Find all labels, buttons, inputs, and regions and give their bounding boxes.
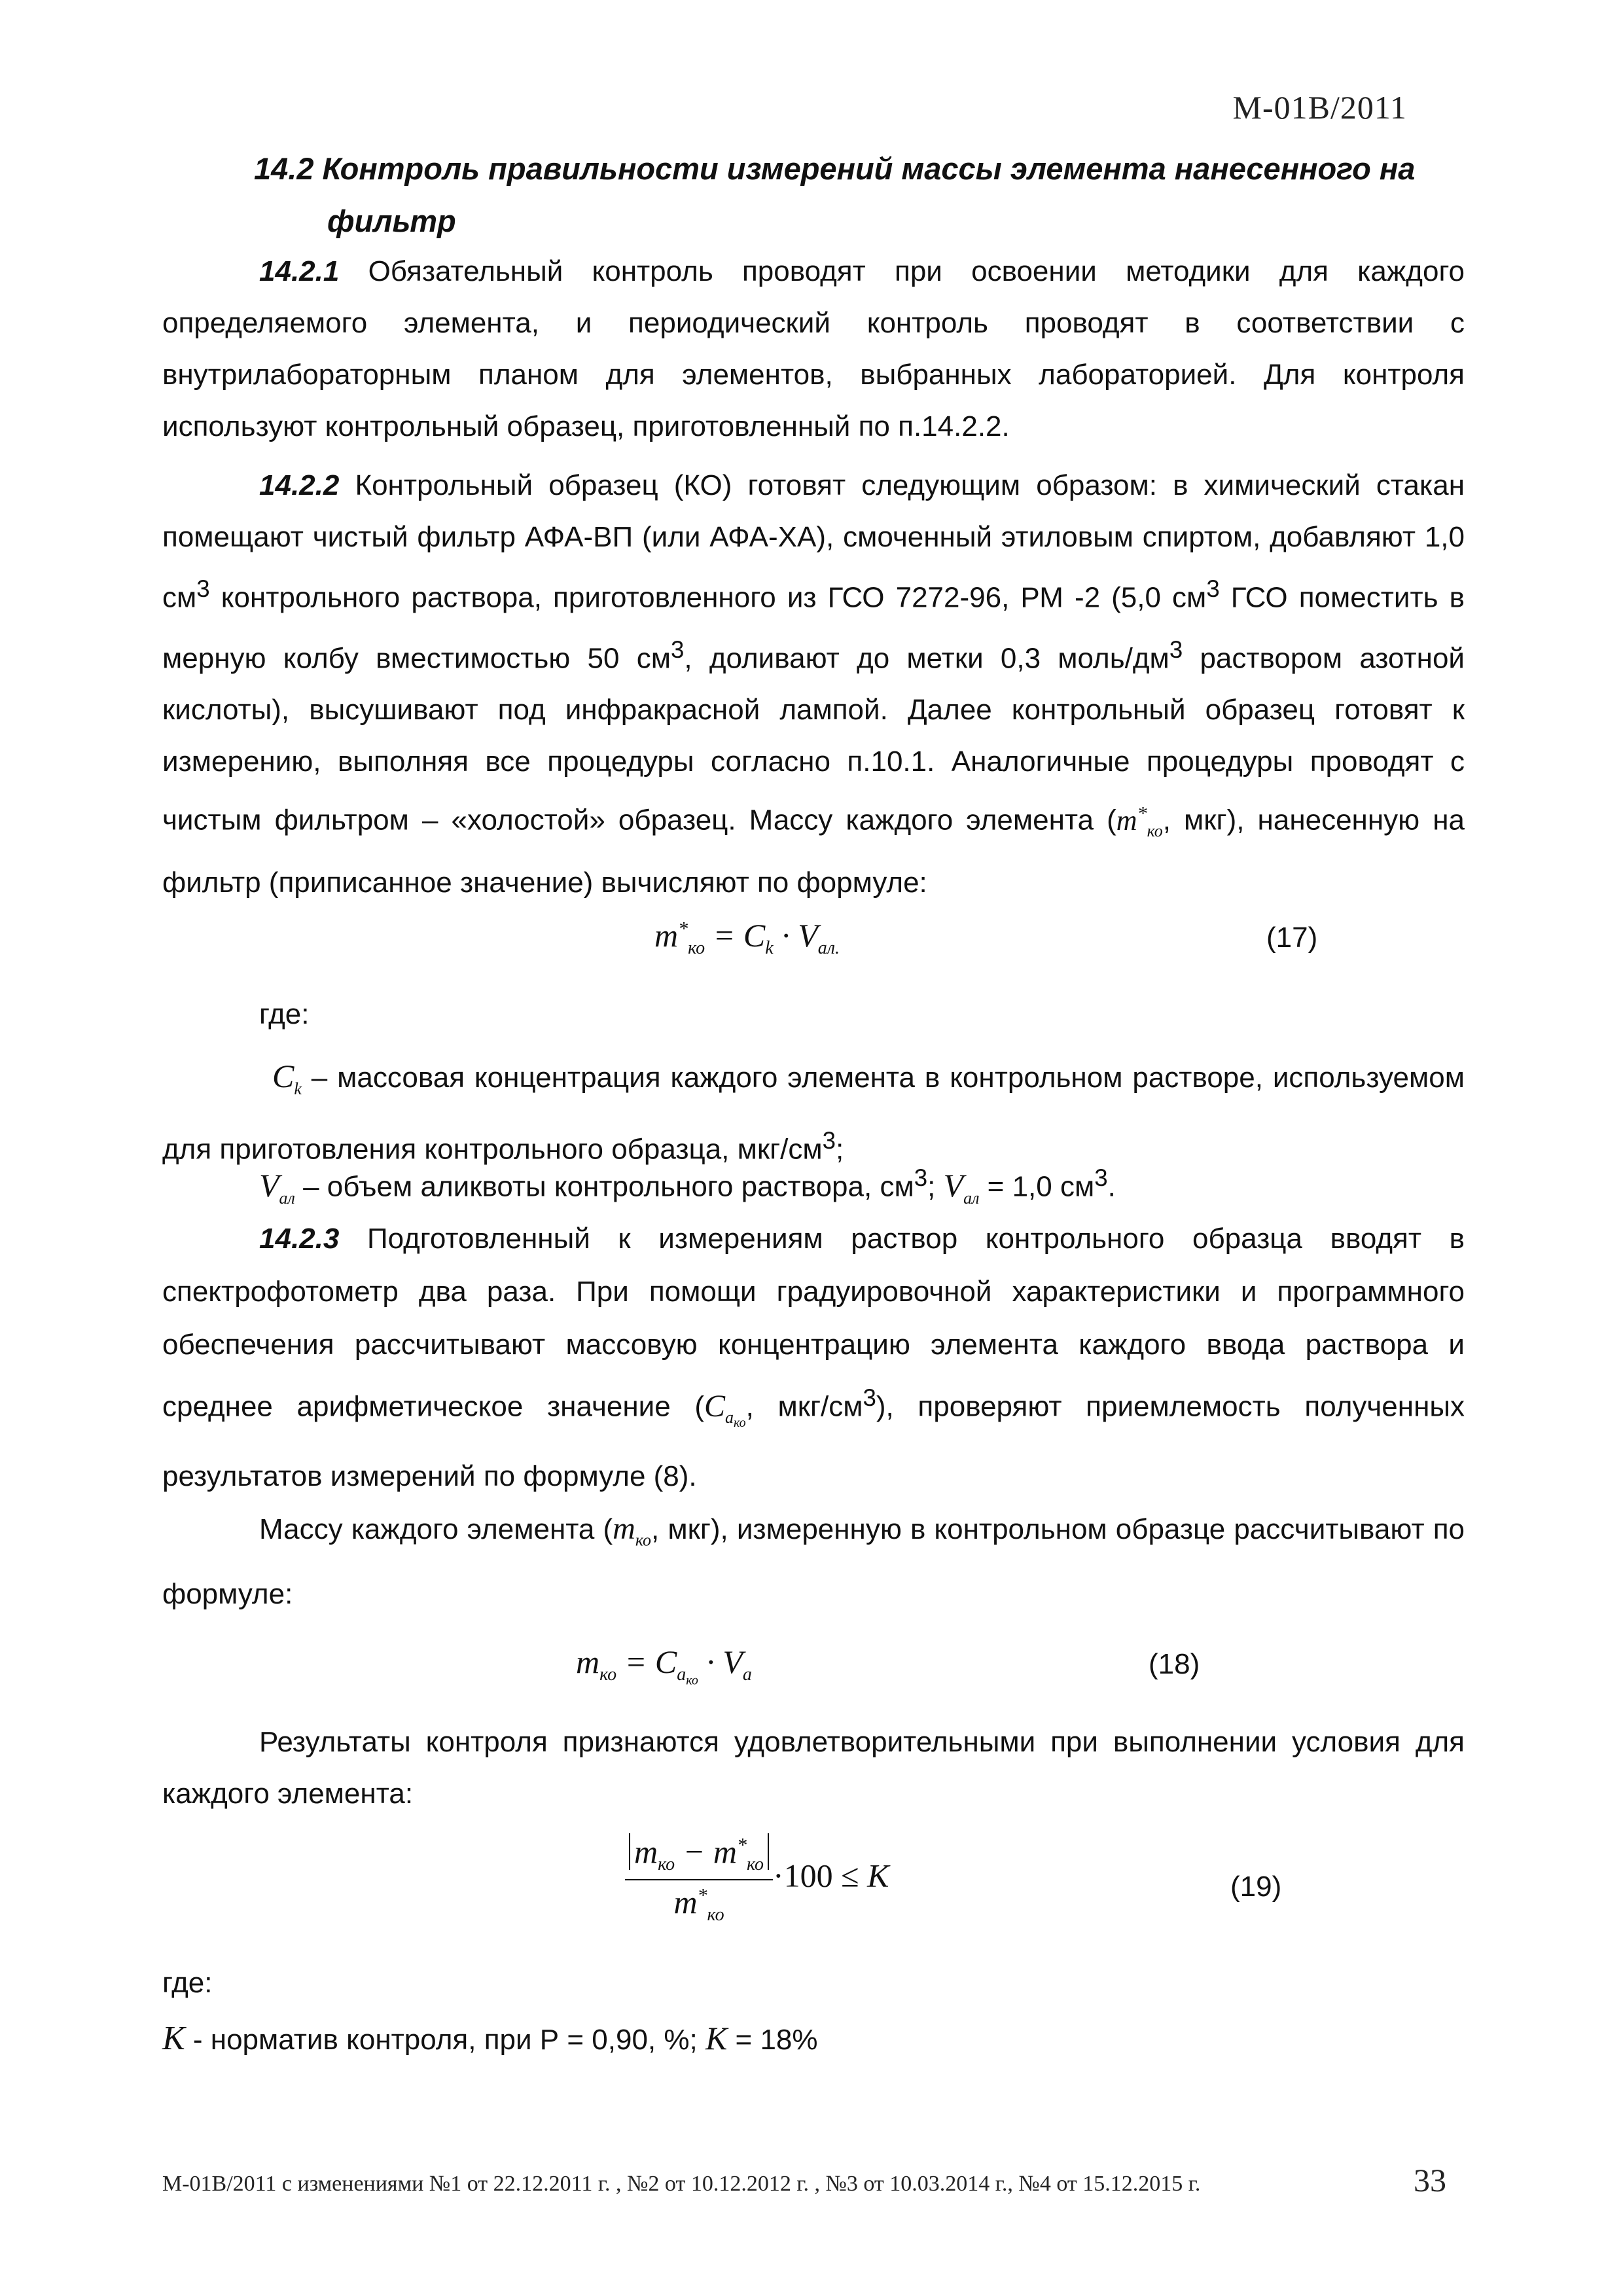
fraction: $\frac{m_{ко} - m^*_{ко}}{m^*_{ко}}$ — [625, 1833, 773, 1926]
equation-number-17: (17) — [1266, 922, 1318, 954]
paragraph-text: Обязательный контроль проводят при освоении методики для каждого определяемого элемента, и периодический контроль проводят в соответствии с внутрилабораторным планом для элементов, выбранных лабораторией. Для контроля используют контрольный образец, приготовленный по п.14.2.2. — [162, 255, 1465, 442]
page-number: 33 — [1414, 2162, 1446, 2198]
section-title-line1: 14.2 Контроль правильности измерений массы элемента нанесенного на — [254, 151, 1416, 186]
definition-ck: $C_k$ – массовая концентрация каждого элемента в контрольном растворе, используемом для приготовления контрольного образца, мкг/$см^3$; — [162, 1058, 1465, 1166]
formula-19: $\frac{m_{ко} - m^*_{ко}}{m^*_{ко}}$ ·100 ≤ K — [625, 1833, 889, 1926]
clause-number: 14.2.1 — [259, 255, 340, 287]
document-code: М-01В/2011 — [1232, 89, 1407, 126]
m-ko-symbol: $m_{ко}$ — [613, 1511, 651, 1550]
m-ko-star-symbol: $m^*_{ко}$ — [1116, 802, 1163, 840]
paragraph-mass: Массу каждого элемента ($m_{ко}$, мкг), измеренную в контрольном образце рассчитывают по формуле: — [162, 1511, 1465, 1610]
paragraph-14-2-1 — [162, 245, 1465, 452]
paragraph-results: Результаты контроля признаются удовлетворительными при выполнении условия для каждого элемента: — [162, 1726, 1465, 1810]
paragraph-14-2-2: 14.2.2 Контрольный образец (КО) готовят следующим образом: в химический стакан помещают чистый фильтр АФА-ВП (или АФА-ХА), смоченный этиловым спиртом, добавляют 1,0 $см^3$ контрольного раствора, приготовленного из ГСО 7272-96, РМ -2 (5,0 $см^3$ ГСО поместить в мерную колбу вместимостью 50 $см^3$, доливают до метки 0,3 моль/$дм^3$ раствором азотной кислоты), высушивают под инфракрасной лампой. Далее контрольный образец готовят к измерению, выполняя все процедуры согласно п.10.1. Аналогичные процедуры проводят с чистым фильтром – «холостой» образец. Массу каждого элемента ($m^*_{ко}$, мкг), нанесенную на фильтр (приписанное значение) вычисляют по формуле: — [162, 469, 1465, 899]
definition-val: $V_{ал}$ – объем аликвоты контрольного раствора, $см^3$; $V_{ал} = 1,0$ $см^3$. — [259, 1164, 1116, 1208]
clause-number: 14.2.2 — [259, 469, 340, 501]
section-title — [254, 143, 1497, 247]
footer-revisions: М-01В/2011 с изменениями №1 от 22.12.2011 г. , №2 от 10.12.2012 г. , №3 от 10.03.2014 г., №4 от 15.12.2015 г. — [162, 2172, 1201, 2196]
clause-number: 14.2.3 — [259, 1223, 340, 1255]
equation-number-19: (19) — [1230, 1871, 1282, 1903]
section-title-line2: фильтр — [327, 204, 456, 238]
ca-ko-symbol: $C_{a_{ко}}$ — [704, 1388, 746, 1431]
paragraph-14-2-3: 14.2.3 Подготовленный к измерениям раствор контрольного образца вводят в спектрофотометр два раза. При помощи градуировочной характеристики и программного обеспечения рассчитывают массовую концентрацию элемента каждого ввода раствора и среднее арифметическое значение ($C_{a_{ко}}$, мкг/$см^3$), проверяют приемлемость полученных результатов измерений по формуле (8). — [162, 1223, 1465, 1493]
equation-number-18: (18) — [1149, 1648, 1200, 1680]
ck-symbol: $C_k$ — [272, 1058, 302, 1098]
formula-18: $m_{ко} = C_{a_{ко}} \cdot V_a$ — [576, 1643, 752, 1688]
val-symbol: $V_{ал}$ — [259, 1166, 295, 1208]
definition-K: K - норматив контроля, при Р = 0,90, %; K = 18% — [162, 2020, 818, 2057]
where-label: где: — [259, 998, 310, 1030]
where-label-2: где: — [162, 1967, 213, 1999]
formula-17: $m^*_{ко} = C_k \cdot V_{ал.}$ — [654, 917, 840, 958]
